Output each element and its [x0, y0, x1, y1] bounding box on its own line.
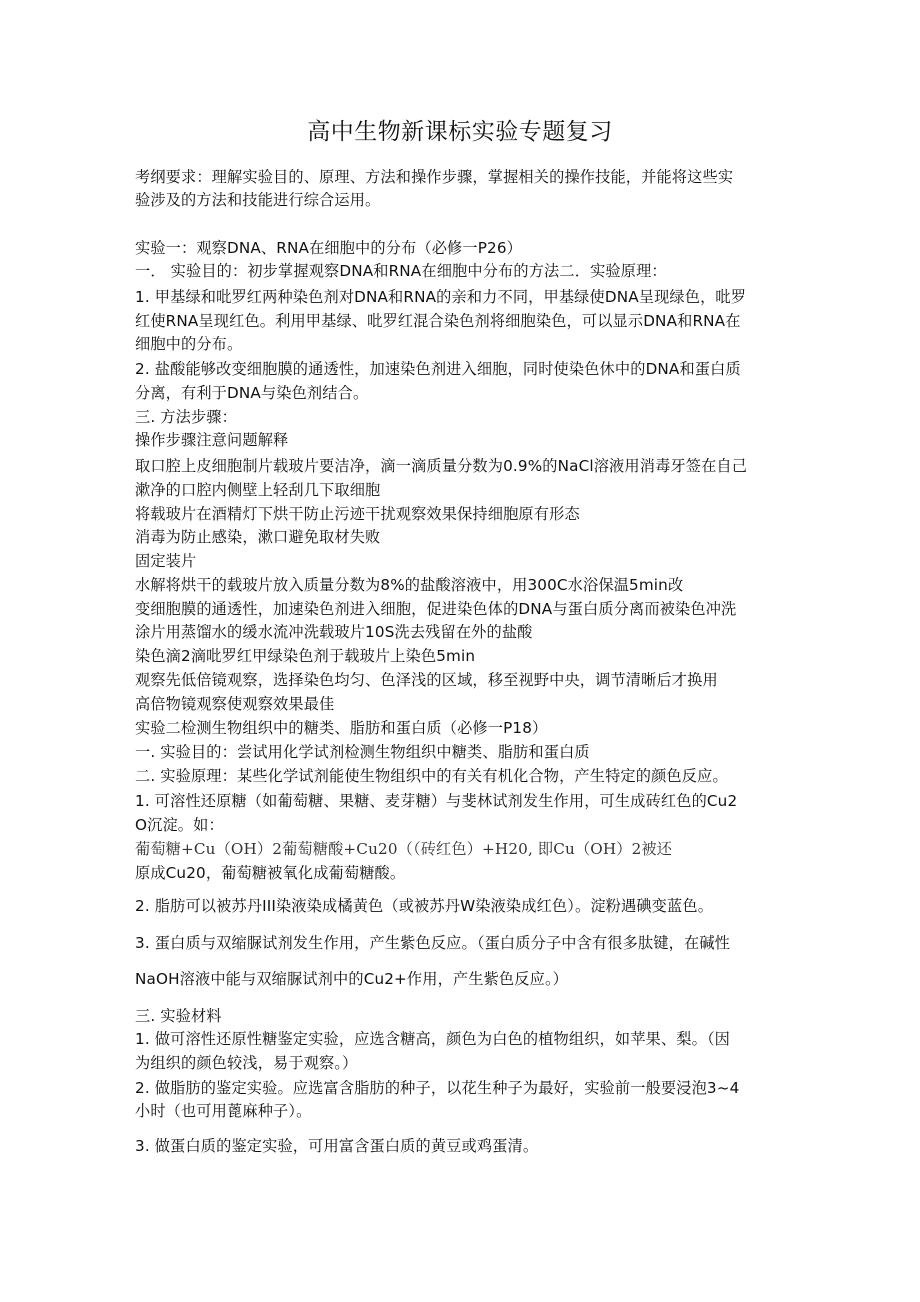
text-line: 为组织的颜色较浅，易于观察。） — [135, 1054, 358, 1072]
text-line: 2. 做脂肪的鉴定实验。应选富含脂肪的种子，以花生种子为最好，实验前一般要浸泡3~4 — [135, 1079, 740, 1097]
text-line: 操作步骤注意问题解释 — [135, 431, 289, 449]
text-line: 1. 做可溶性还原性糖鉴定实验，应选含糖高，颜色为白色的植物组织，如苹果、梨。（因 — [135, 1030, 730, 1048]
text-line: 一. 实验目的：尝试用化学试剂检测生物组织中糖类、脂肪和蛋白质 — [135, 743, 590, 761]
text-line: NaOH溶液中能与双缩脲试剂中的Cu2+作用，产生紫色反应。） — [135, 970, 569, 988]
text-line: 水解将烘干的载玻片放入质量分数为8%的盐酸溶液中，用300C水浴保温5min改 — [135, 576, 684, 594]
text-line: 漱净的口腔内侧壁上轻刮几下取细胞 — [135, 481, 381, 499]
text-line: 固定装片 — [135, 552, 197, 570]
text-line: 原成Cu20，葡萄糖被氧化成葡萄糖酸。 — [135, 864, 406, 882]
formula-line: 葡萄糖+Cu（OH）2葡萄糖酸+Cu20（（砖红色）+H20, 即Cu（OH）2被还 — [135, 840, 673, 858]
text-line: 1. 可溶性还原糖（如葡萄糖、果糖、麦芽糖）与斐林试剂发生作用，可生成砖红色的Cu2 — [135, 792, 738, 810]
text-line: 染色滴2滴吡罗红甲绿染色剂于载玻片上染色5min — [135, 647, 476, 665]
text-line: 消毒为防止感染，漱口避免取材失败 — [135, 528, 381, 546]
text-line: 实验一：观察DNA、RNA在细胞中的分布（必修一P26） — [135, 239, 522, 257]
text-line: 取口腔上皮细胞制片载玻片要洁净，滴一滴质量分数为0.9%的NaCl溶液用消毒牙签在自己 — [135, 457, 748, 475]
text-line: 二. 实验原理：某些化学试剂能使生物组织中的有关有机化合物，产生特定的颜色反应。 — [135, 767, 728, 785]
text-line: 验涉及的方法和技能进行综合运用。 — [135, 191, 381, 209]
text-line: 2. 盐酸能够改变细胞膜的通透性，加速染色剂进入细胞，同时使染色休中的DNA和蛋白质 — [135, 360, 741, 378]
text-line: 一． 实验目的：初步掌握观察DNA和RNA在细胞中分布的方法二．实验原理： — [135, 262, 667, 280]
text-line: 小时（也可用蓖麻种子）。 — [135, 1102, 312, 1120]
text-line: 三. 实验材料 — [135, 1007, 222, 1025]
text-line: 三. 方法步骤： — [135, 408, 237, 426]
text-line: 3. 做蛋白质的鉴定实验，可用富含蛋白质的黄豆或鸡蛋清。 — [135, 1137, 539, 1155]
text-line: 观察先低倍镜观察，选择染色均匀、色泽浅的区域，移至视野中央，调节清晰后才换用 — [135, 671, 718, 689]
text-line: 高倍物镜观察使观察效果最佳 — [135, 695, 335, 713]
text-line: O沉淀。如： — [135, 816, 224, 834]
text-line: 2. 脂肪可以被苏丹III染液染成橘黄色（或被苏丹W染液染成红色）。淀粉遇碘变蓝色。 — [135, 897, 714, 915]
text-line: 涂片用蒸馏水的缓水流冲洗载玻片10S洗去残留在外的盐酸 — [135, 623, 533, 641]
text-line: 3. 蛋白质与双缩脲试剂发生作用，产生紫色反应。（蛋白质分子中含有很多肽键，在碱性 — [135, 934, 730, 952]
text-line: 实验二检测生物组织中的糖类、脂肪和蛋白质（必修一P18） — [135, 719, 548, 737]
text-line: 考纲要求：理解实验目的、原理、方法和操作步骤，掌握相关的操作技能，并能将这些实 — [135, 168, 734, 186]
text-line: 红使RNA呈现红色。利用甲基绿、吡罗红混合染色剂将细胞染色，可以显示DNA和RNA在 — [135, 312, 741, 330]
page-title: 高中生物新课标实验专题复习 — [307, 119, 613, 145]
text-line: 细胞中的分布。 — [135, 335, 243, 353]
text-line: 分离，有利于DNA与染色剂结合。 — [135, 384, 369, 402]
text-line: 将载玻片在酒精灯下烘干防止污迹干扰观察效果保持细胞原有形态 — [135, 505, 580, 523]
text-line: 变细胞膜的通透性，加速染色剂进入细胞，促进染色体的DNA与蛋白质分离而被染色冲洗 — [135, 600, 737, 618]
text-line: 1. 甲基绿和吡罗红两种染色剂对DNA和RNA的亲和力不同，甲基绿使DNA呈现绿色，吡罗 — [135, 288, 747, 306]
